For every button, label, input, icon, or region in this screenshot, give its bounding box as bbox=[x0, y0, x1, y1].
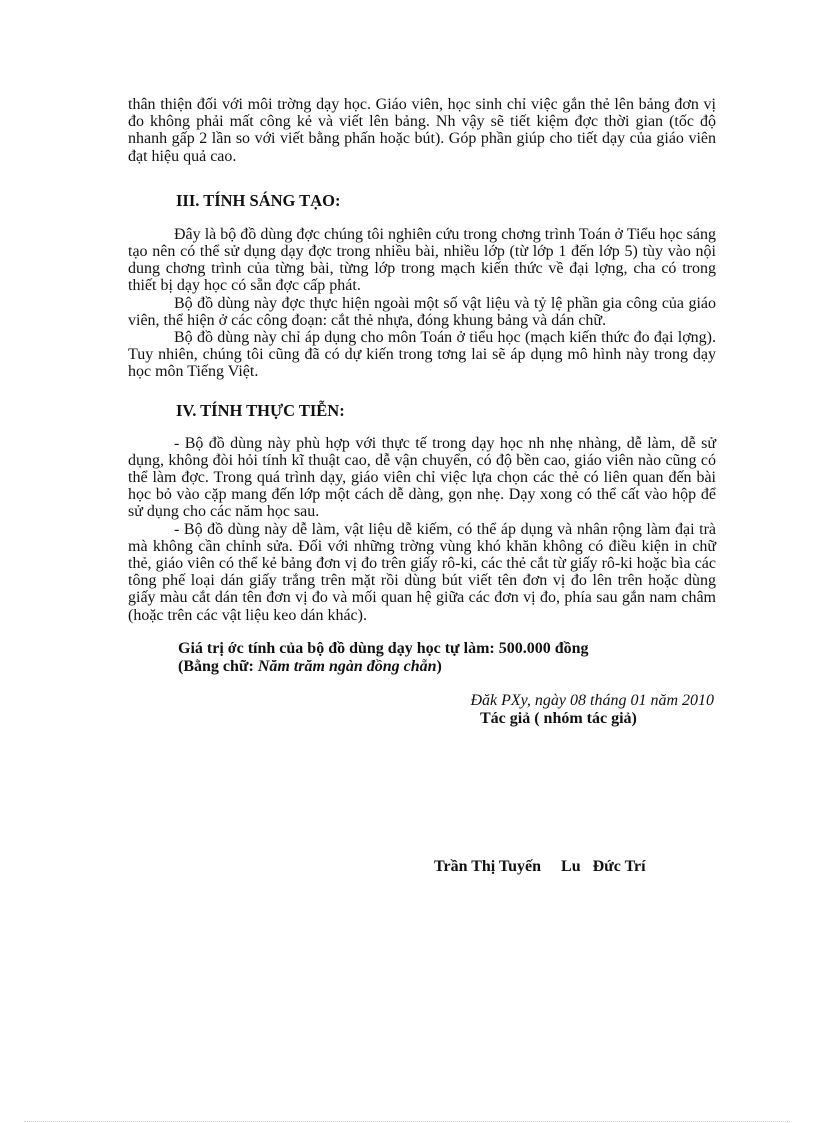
value-in-words-line bbox=[128, 658, 716, 676]
practicality-paragraph-1: - Bộ đồ dùng này phù hợp với thực tế trong dạy học nh nhẹ nhàng, dễ làm, dễ sử dụng, không đòi hỏi tính kĩ thuật cao, dễ vận chuyển, có độ bền cao, giáo viên nào cũng có thể làm đợc. Trong quá trình dạy, giáo viên chỉ việc lựa chọn các thẻ có liên quan đến bài học bỏ vào cặp mang đến lớp một cách dễ dàng, gọn nhẹ. Dạy xong có thể cất vào hộp để sử dụng cho các năm học sau. bbox=[128, 434, 716, 521]
estimated-value-line: Giá trị ớc tính của bộ đồ dùng dạy học tự làm: 500.000 đồng bbox=[178, 639, 589, 657]
creativity-paragraph-1: Đây là bộ đồ dùng đợc chúng tôi nghiên cứu trong chơng trình Toán ở Tiểu học sáng tạo nên có thể sử dụng dạy đợc trong nhiều bài, nhiều lớp (từ lớp 1 đến lớp 5) tùy vào nội dung chơng trình của từng bài, từng lớp trong mạch kiến thức về đại lợng, cha có trong thiết bị dạy học có sẵn đợc cấp phát. bbox=[128, 225, 716, 295]
creativity-paragraph-3: Bộ đồ dùng này chỉ áp dụng cho môn Toán ở tiểu học (mạch kiến thức đo đại lợng). Tuy nhiên, chúng tôi cũng đã có dự kiến trong tơng lai sẽ áp dụng mô hình này trong dạy học môn Tiếng Việt. bbox=[128, 329, 716, 381]
value-words-suffix: ) bbox=[436, 657, 442, 675]
page-bottom-divider bbox=[24, 1121, 790, 1122]
creativity-paragraph-2: Bộ đồ dùng này đợc thực hiện ngoài một số vật liệu và tỷ lệ phần gia công của giáo viên, thể hiện ở các công đoạn: cắt thẻ nhựa, đóng khung bảng và dán chữ. bbox=[128, 294, 716, 329]
place-and-date: Đăk PXy, ngày 08 tháng 01 năm 2010 bbox=[470, 691, 714, 709]
section-heading-creativity: III. TÍNH SÁNG TẠO: bbox=[176, 190, 341, 210]
author-label: Tác giả ( nhóm tác giả) bbox=[480, 709, 637, 727]
section-heading-practicality: IV. TÍNH THỰC TIỄN: bbox=[176, 400, 345, 420]
value-words-text: Năm trăm ngàn đồng chẵn bbox=[257, 657, 437, 675]
intro-paragraph: thân thiện đối với môi trờng dạy học. Giáo viên, học sinh chỉ việc gắn thẻ lên bảng đơn vị đo không phải mất công kẻ và viết lên bảng. Nh vậy sẽ tiết kiệm đợc thời gian (tốc độ nhanh gấp 2 lần so với viết bằng phấn hoặc bút). Góp phần giúp cho tiết dạy của giáo viên đạt hiệu quả cao. bbox=[128, 96, 716, 165]
value-words-prefix: (Bằng chữ: bbox=[178, 657, 258, 675]
practicality-paragraph-2: - Bộ đồ dùng này dễ làm, vật liệu dễ kiếm, có thể áp dụng và nhân rộng làm đại trà mà không cần chỉnh sửa. Đối với những trờng vùng khó khăn không có điều kiện in chữ thẻ, giáo viên có thể kẻ bảng đơn vị đo trên giấy rô-ki, các thẻ cắt từ giấy rô-ki hoặc bìa các tông phế loại dán giấy trắng trên mặt rồi dùng bút viết tên đơn vị đo lên trên hoặc dùng giấy màu cắt dán tên đơn vị đo và mối quan hệ giữa các đơn vị đo, phía sau gắn nam châm (hoặc trên các vật liệu keo dán khác). bbox=[128, 520, 716, 624]
document-page bbox=[128, 96, 716, 728]
author-names: Trần Thị Tuyến Lu Đức Trí bbox=[434, 858, 646, 875]
